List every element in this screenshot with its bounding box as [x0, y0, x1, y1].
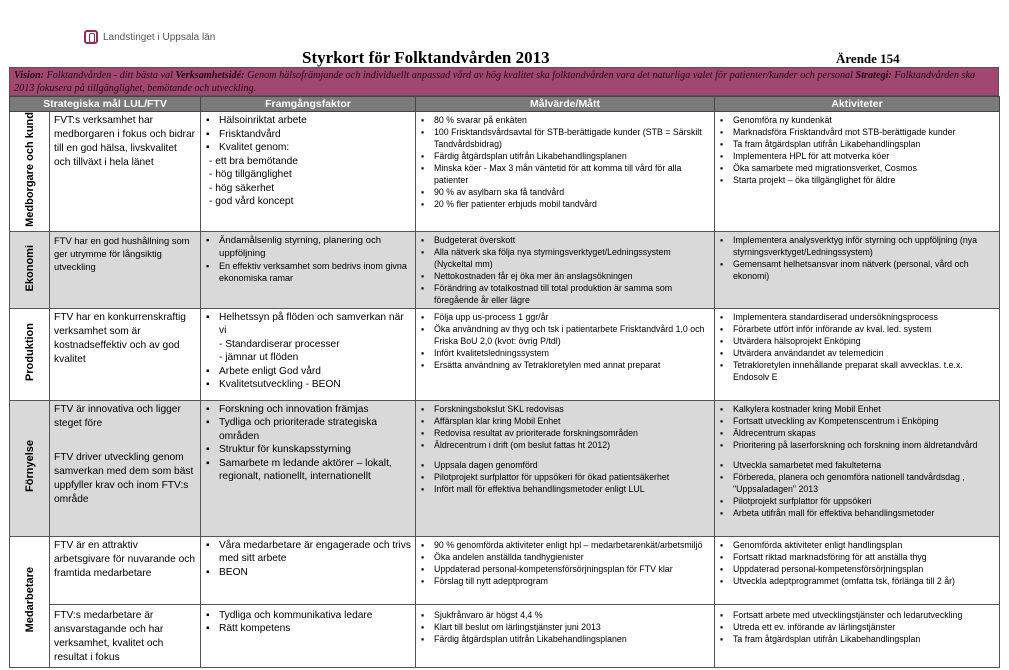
list-item: ▪ Minska köer - Max 3 mån väntetid för att komma till vård för alla patienter: [420, 162, 710, 186]
list-item: ▪ Uppdaterad personal-kompetensförsörjningsplan: [719, 563, 995, 575]
list-item: ▪ Hälsoinriktat arbete: [205, 114, 411, 128]
list-item: ▪ Gemensamt helhetsansvar inom nätverk (personal, vård och ekonomi): [719, 258, 995, 282]
list-item: ▪ Tetrakloretylen innehållande preparat skall avvecklas. t.e.x. Endosolv E: [719, 359, 995, 383]
measure-cell: [416, 231, 715, 308]
list-item: ▪ 90 % genomförda aktiviteter enligt hpl – medarbetarenkät/arbetsmiljö: [420, 539, 710, 551]
vision-banner: [9, 67, 999, 96]
vision-label: Vision:: [14, 70, 45, 81]
goal-text: FTV:s medarbetare är ansvarstagande och har verksamhet, kvalitet och resultat i fokus: [54, 609, 164, 663]
list-item: ▪ Äldrecentrum skapas: [719, 427, 995, 439]
list-item: ▪ Utveckla samarbetet med fakulteterna: [719, 459, 995, 471]
table-row: [10, 400, 1000, 536]
list-item: ▪ Infört mall för effektiva behandlingsmetoder enligt LUL: [420, 483, 710, 495]
list-item: ▪ Nettokostnaden får ej öka mer än anslagsökningen: [420, 270, 710, 282]
col-header-factors: Framgångsfaktor: [201, 97, 416, 112]
list-item: ▪ Kvalitet genom:: [205, 141, 411, 155]
list-item: ▪ Fortsatt utveckling av Kompetenscentrum i Enköping: [719, 415, 995, 427]
list-item: ▪ Implementera HPL för att motverka köer: [719, 150, 995, 162]
table-row: [10, 308, 1000, 400]
col-header-goals: Strategiska mål LUL/FTV: [10, 97, 201, 112]
list-item: ▪ Uppdaterad personal-kompetensförsörjningsplan för FTV klar: [420, 563, 710, 575]
list-item: ▪ Följa upp us-process 1 ggr/år: [420, 311, 710, 323]
list-item: ▪ Prioritering på laserforskning och forskning inom äldretandvård: [719, 439, 995, 451]
list-item: ▪ Fortsatt arbete med utvecklingstjänster och ledarutveckling: [719, 609, 995, 621]
goal-cell: [50, 112, 201, 232]
list-item: ▪ Kvalitetsutveckling - BEON: [205, 378, 411, 392]
measure-cell: [416, 400, 715, 536]
list-item: ▪ Genomföra ny kundenkät: [719, 114, 995, 126]
row-category: [10, 400, 50, 536]
list-item: ▪ Struktur för kunskapsstyrning: [205, 443, 411, 457]
factor-cell: [201, 112, 416, 232]
page-title: Styrkort för Folktandvården 2013: [302, 48, 550, 67]
activity-cell: [715, 308, 1000, 400]
list-item: ▪ Våra medarbetare är engagerade och trivs med sitt arbete: [205, 539, 411, 566]
list-item: ▪ Helhetssyn på flöden och samverkan när vi: [205, 311, 411, 338]
list-item: - god vård koncept: [209, 196, 294, 207]
list-item: ▪ Ersätta användning av Tetrakloretylen med annat preparat: [420, 359, 710, 371]
list-item: - hög säkerhet: [209, 182, 275, 194]
list-item: ▪ Pilotprojekt surfplattor för uppsökeri: [719, 495, 995, 507]
arende-number: Ärende 154: [836, 51, 900, 66]
list-item: ▪ Affärsplan klar kring Mobil Enhet: [420, 415, 710, 427]
table-row: [10, 536, 1000, 667]
goal-cell: [50, 231, 201, 308]
table-header-row: [10, 97, 1000, 112]
list-item: ▪ Öka andelen anställda tandhygienister: [420, 551, 710, 563]
list-item: ▪ Frisktandvård: [205, 128, 411, 142]
list-item: ▪ Arbeta utifrån mall för effektiva behandlingsmetoder: [719, 507, 995, 519]
list-item: ▪ Ändamålsenlig styrning, planering och uppföljning: [205, 234, 411, 260]
measure-cell: [416, 308, 715, 400]
list-item: ▪ Tydliga och kommunikativa ledare: [205, 609, 411, 623]
list-item: ▪ Tydliga och prioriterade strategiska områden: [205, 416, 411, 443]
col-header-activities: Aktiviteter: [715, 97, 1000, 112]
goal-text: FVT:s verksamhet har medborgaren i fokus och bidrar till en god hälsa, livskvalitet och tillväxt i hela länet: [54, 115, 196, 168]
measure-divider: [416, 604, 714, 605]
list-item: ▪ Forskningsbokslut SKL redovisas: [420, 403, 710, 415]
list-item: ▪ Förändring av totalkostnad till total produktion är samma som föregående år eller lägre: [420, 282, 710, 306]
idea-text: Genom hälsofrämjande och individuellt anpassad vård av hög kvalitet ska folktandvården vara det naturliga valet för patienter/kunder och personal: [247, 70, 853, 81]
list-item: ▪ Utveckla adeptprogrammet (omfatta tsk, förlänga till 2 år): [719, 575, 995, 587]
list-item: ▪ BEON: [205, 566, 411, 580]
activity-cell: [715, 231, 1000, 308]
category-label: Förnyelse: [23, 440, 36, 493]
list-item: ▪ Färdig åtgärdsplan utifrån Likabehandlingsplanen: [420, 150, 710, 162]
list-item: ▪ Implementera standardiserad undersökningsprocess: [719, 311, 995, 323]
list-item: ▪ Förarbete utfört inför införande av kval. led. system: [719, 323, 995, 335]
category-label: Medarbetare: [23, 567, 36, 633]
list-item: ▪ Ta fram åtgärdsplan utifrån Likabehandlingsplan: [719, 138, 995, 150]
list-item: ▪ Öka samarbete med migrationsverket, Cosmos: [719, 162, 995, 174]
category-label: Ekonomi: [23, 244, 36, 292]
list-item: ▪ Förbereda, planera och genomföra nationell tandvårdsdag , "Uppsaladagen" 2013: [719, 471, 995, 495]
list-item: ▪ Marknadsföra Frisktandvård mot STB-berättigade kunder: [719, 126, 995, 138]
list-item: - jämnar ut flöden: [219, 352, 299, 364]
list-item: ▪ Utvärdera hälsoprojekt Enköping: [719, 335, 995, 347]
list-item: ▪ Rätt kompetens: [205, 622, 411, 636]
row-category: [10, 536, 50, 667]
list-item: ▪ 20 % fler patienter erbjuds mobil tandvård: [420, 198, 710, 210]
list-item: ▪ Samarbete m ledande aktörer – lokalt, regionalt, nationellt, internationellt: [205, 457, 411, 484]
measure-cell: [416, 536, 715, 667]
logo: [84, 30, 215, 44]
factor-cell: [201, 231, 416, 308]
list-item: ▪ Utreda ett ev. införande av lärlingstjänster: [719, 621, 995, 633]
logo-text: Landstinget i Uppsala län: [103, 31, 216, 43]
list-item: - hög tillgänglighet: [209, 169, 292, 180]
factor-divider: [201, 604, 415, 605]
list-item: ▪ Förslag till nytt adeptprogram: [420, 575, 710, 587]
list-item: ▪ Budgeterat överskott: [420, 234, 710, 246]
strategy-label: Strategi:: [855, 70, 892, 81]
list-item: ▪ Implementera analysverktyg inför styrning och uppföljning (nya styrningsverktyget/Ledningssystem): [719, 234, 995, 258]
goal-divider: [50, 604, 200, 605]
landstinget-logo-icon: [84, 30, 98, 44]
category-label: Medborgare och kund: [23, 112, 36, 227]
goal-text: FTV har en konkurrenskraftig verksamhet som är kostnadseffektiv och av god kvalitet: [54, 311, 186, 365]
factor-cell: [201, 400, 416, 536]
list-item: ▪ Äldrecentrum i drift (om beslut fattas ht 2012): [420, 439, 710, 451]
goal-text: FTV är innovativa och ligger steget före: [54, 403, 181, 429]
col-header-measures: Målvärde/Mått: [416, 97, 715, 112]
goal-cell: [50, 536, 201, 667]
goal-text: FTV driver utveckling genom samverkan med dem som bäst uppfyller krav och inom FTV:s område: [54, 451, 194, 505]
list-item: ▪ 90 % av asylbarn ska få tandvård: [420, 186, 710, 198]
list-item: - Standardiserar processer: [219, 338, 340, 350]
list-item: ▪ En effektiv verksamhet som bedrivs inom givna ekonomiska ramar: [205, 260, 411, 284]
goal-cell: [50, 400, 201, 536]
list-item: ▪ Arbete enligt God vård: [205, 365, 411, 379]
scorecard-table: [9, 96, 1000, 668]
list-item: ▪ Färdig åtgärdsplan utifrån Likabehandlingsplanen: [420, 633, 710, 645]
list-item: ▪ Utvärdera användandet av telemedicin: [719, 347, 995, 359]
goal-text: FTV har en god hushållning som ger utrymme för långsiktig utveckling: [54, 234, 190, 272]
activity-cell: [715, 536, 1000, 667]
list-item: - ett bra bemötande: [209, 155, 298, 167]
category-label: Produktion: [23, 323, 36, 382]
row-category: [10, 231, 50, 308]
idea-label: Verksamhetsidé:: [175, 70, 245, 81]
list-item: ▪ Sjukfrånvaro är högst 4,4 %: [420, 609, 710, 621]
list-item: ▪ Genomförda aktiviteter enligt handlingsplan: [719, 539, 995, 551]
row-category: [10, 112, 50, 232]
list-item: ▪ Alla nätverk ska följa nya styrningsverktyget/Ledningssystem (Nyckeltal mm): [420, 246, 710, 270]
activity-cell: [715, 112, 1000, 232]
measure-cell: [416, 112, 715, 232]
row-category: [10, 308, 50, 400]
list-item: ▪ Pilotprojekt surfplattor för uppsökeri för ökad patientsäkerhet: [420, 471, 710, 483]
list-item: ▪ Redovisa resultat av prioriterade forskningsområden: [420, 427, 710, 439]
table-row: [10, 231, 1000, 308]
list-item: ▪ Ta fram åtgärdsplan utifrån Likabehandlingsplan: [719, 633, 995, 645]
list-item: ▪ Fortsatt riktad marknadsföring för att anställa thyg: [719, 551, 995, 563]
list-item: ▪ Öka användning av thyg och tsk i patientarbete Frisktandvård 1,0 och Friska BoU 2,0 (kvot: övrig P/tdl): [420, 323, 710, 347]
list-item: ▪ Klart till beslut om lärlingstjänster juni 2013: [420, 621, 710, 633]
factor-cell: [201, 536, 416, 667]
strategy-text: Folktandvården ska 2013 fokusera på tillgänglighet, bemötande och utveckling.: [14, 70, 976, 94]
list-item: ▪ Infört kvalitetsledningssystem: [420, 347, 710, 359]
activity-divider: [715, 604, 999, 605]
list-item: ▪ 100 Frisktandsvårdsavtal för STB-berättigade kunder (STB = Särskilt Tandvårdsbidrag): [420, 126, 710, 150]
activity-cell: [715, 400, 1000, 536]
goal-text: FTV är en attraktiv arbetsgivare för nuvarande och framtida medarbetare: [54, 539, 196, 579]
list-item: ▪ Forskning och innovation främjas: [205, 403, 411, 417]
factor-cell: [201, 308, 416, 400]
goal-cell: [50, 308, 201, 400]
list-item: ▪ Kalkylera kostnader kring Mobil Enhet: [719, 403, 995, 415]
list-item: ▪ Uppsala dagen genomförd: [420, 459, 710, 471]
list-item: ▪ 80 % svarar på enkäten: [420, 114, 710, 126]
vision-text: Folktandvården - ditt bästa val: [46, 70, 173, 81]
table-row: [10, 112, 1000, 232]
list-item: ▪ Starta projekt – öka tillgänglighet för äldre: [719, 174, 995, 186]
